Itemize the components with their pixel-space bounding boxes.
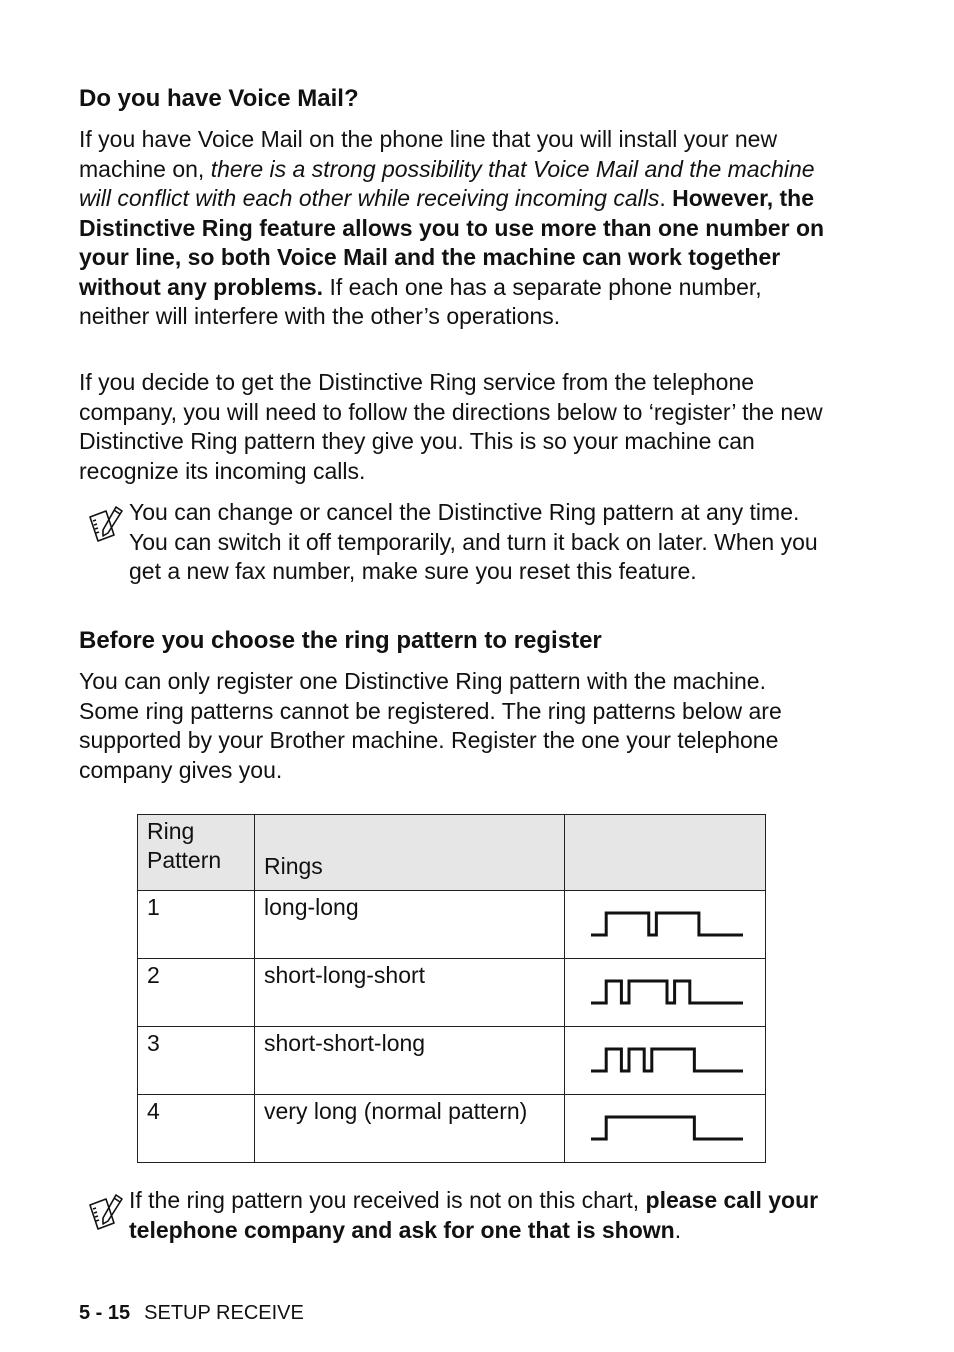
text-span: . xyxy=(674,1216,682,1243)
rings-description: short-short-long xyxy=(255,1027,565,1095)
header-ring-pattern: Ring Pattern xyxy=(138,815,255,891)
page-number: 5 - 15 xyxy=(79,1302,131,1324)
text-span: If the ring pattern you received is not on this chart, xyxy=(129,1187,646,1213)
table-header-row xyxy=(138,815,766,891)
register-paragraph: If you decide to get the Distinctive Ring service from the telephone company, you will need to follow the directions below to ‘register’ the new Distinctive Ring pattern they give you. This is so your machine can recognize its incoming calls. xyxy=(79,369,823,484)
table-row xyxy=(138,891,766,959)
wave-cell xyxy=(565,1095,766,1163)
rings-description: long-long xyxy=(255,891,565,959)
page-footer xyxy=(79,1300,304,1326)
note-pencil-icon xyxy=(86,1191,126,1231)
bold-span: However, the Distinctive Ring feature allows you to use more than one number on your line, so both Voice Mail and the machine can work together without any problems. xyxy=(79,185,825,300)
ring-waveform xyxy=(589,1111,745,1143)
table-row xyxy=(138,959,766,1027)
ring-pattern-table xyxy=(137,814,766,1163)
wave-cell xyxy=(565,959,766,1027)
bold-span: please call your telephone company and ask for one that is shown xyxy=(129,1187,819,1243)
header-rings-label: Rings xyxy=(264,853,323,879)
italic-span: there is a strong possibility that Voice Mail and the machine will conflict with each other while receiving incoming calls xyxy=(79,155,815,211)
waveform-line xyxy=(591,981,743,1003)
ring-waveform xyxy=(589,975,745,1007)
text-span: If each one has a separate phone number, neither will interfere with the other’s operations. xyxy=(79,273,762,329)
text-span: If you have Voice Mail on the phone line that you will install your new machine on, xyxy=(79,126,778,182)
table-row xyxy=(138,1027,766,1095)
ring-waveform xyxy=(589,907,745,939)
waveform-line xyxy=(591,1049,743,1071)
heading-ring-pattern: Before you choose the ring pattern to register xyxy=(79,627,602,654)
ring-waveform xyxy=(589,1043,745,1075)
chapter-title: SETUP RECEIVE xyxy=(144,1302,304,1324)
pattern-number: 2 xyxy=(138,959,255,1027)
voice-mail-paragraph xyxy=(79,125,829,332)
wave-cell xyxy=(565,891,766,959)
note2-text xyxy=(129,1186,829,1245)
pattern-number: 3 xyxy=(138,1027,255,1095)
header-wave xyxy=(565,815,766,891)
wave-cell xyxy=(565,1027,766,1095)
pattern-number: 4 xyxy=(138,1095,255,1163)
table-row xyxy=(138,1095,766,1163)
heading-voice-mail: Do you have Voice Mail? xyxy=(79,85,359,112)
text-span: . xyxy=(659,185,673,211)
header-rings xyxy=(255,815,565,891)
ring-pattern-paragraph: You can only register one Distinctive Ring pattern with the machine. Some ring patterns cannot be registered. The ring patterns below are supported by your Brother machine. Register the one your telephone company gives you. xyxy=(79,668,782,783)
rings-description: short-long-short xyxy=(255,959,565,1027)
waveform-line xyxy=(591,913,743,935)
pattern-number: 1 xyxy=(138,891,255,959)
waveform-line xyxy=(591,1117,743,1139)
note-text: You can change or cancel the Distinctive Ring pattern at any time. You can switch it off temporarily, and turn it back on later. When you get a new fax number, make sure you reset this feature. xyxy=(129,499,818,584)
note-pencil-icon xyxy=(86,503,126,543)
rings-description: very long (normal pattern) xyxy=(255,1095,565,1163)
